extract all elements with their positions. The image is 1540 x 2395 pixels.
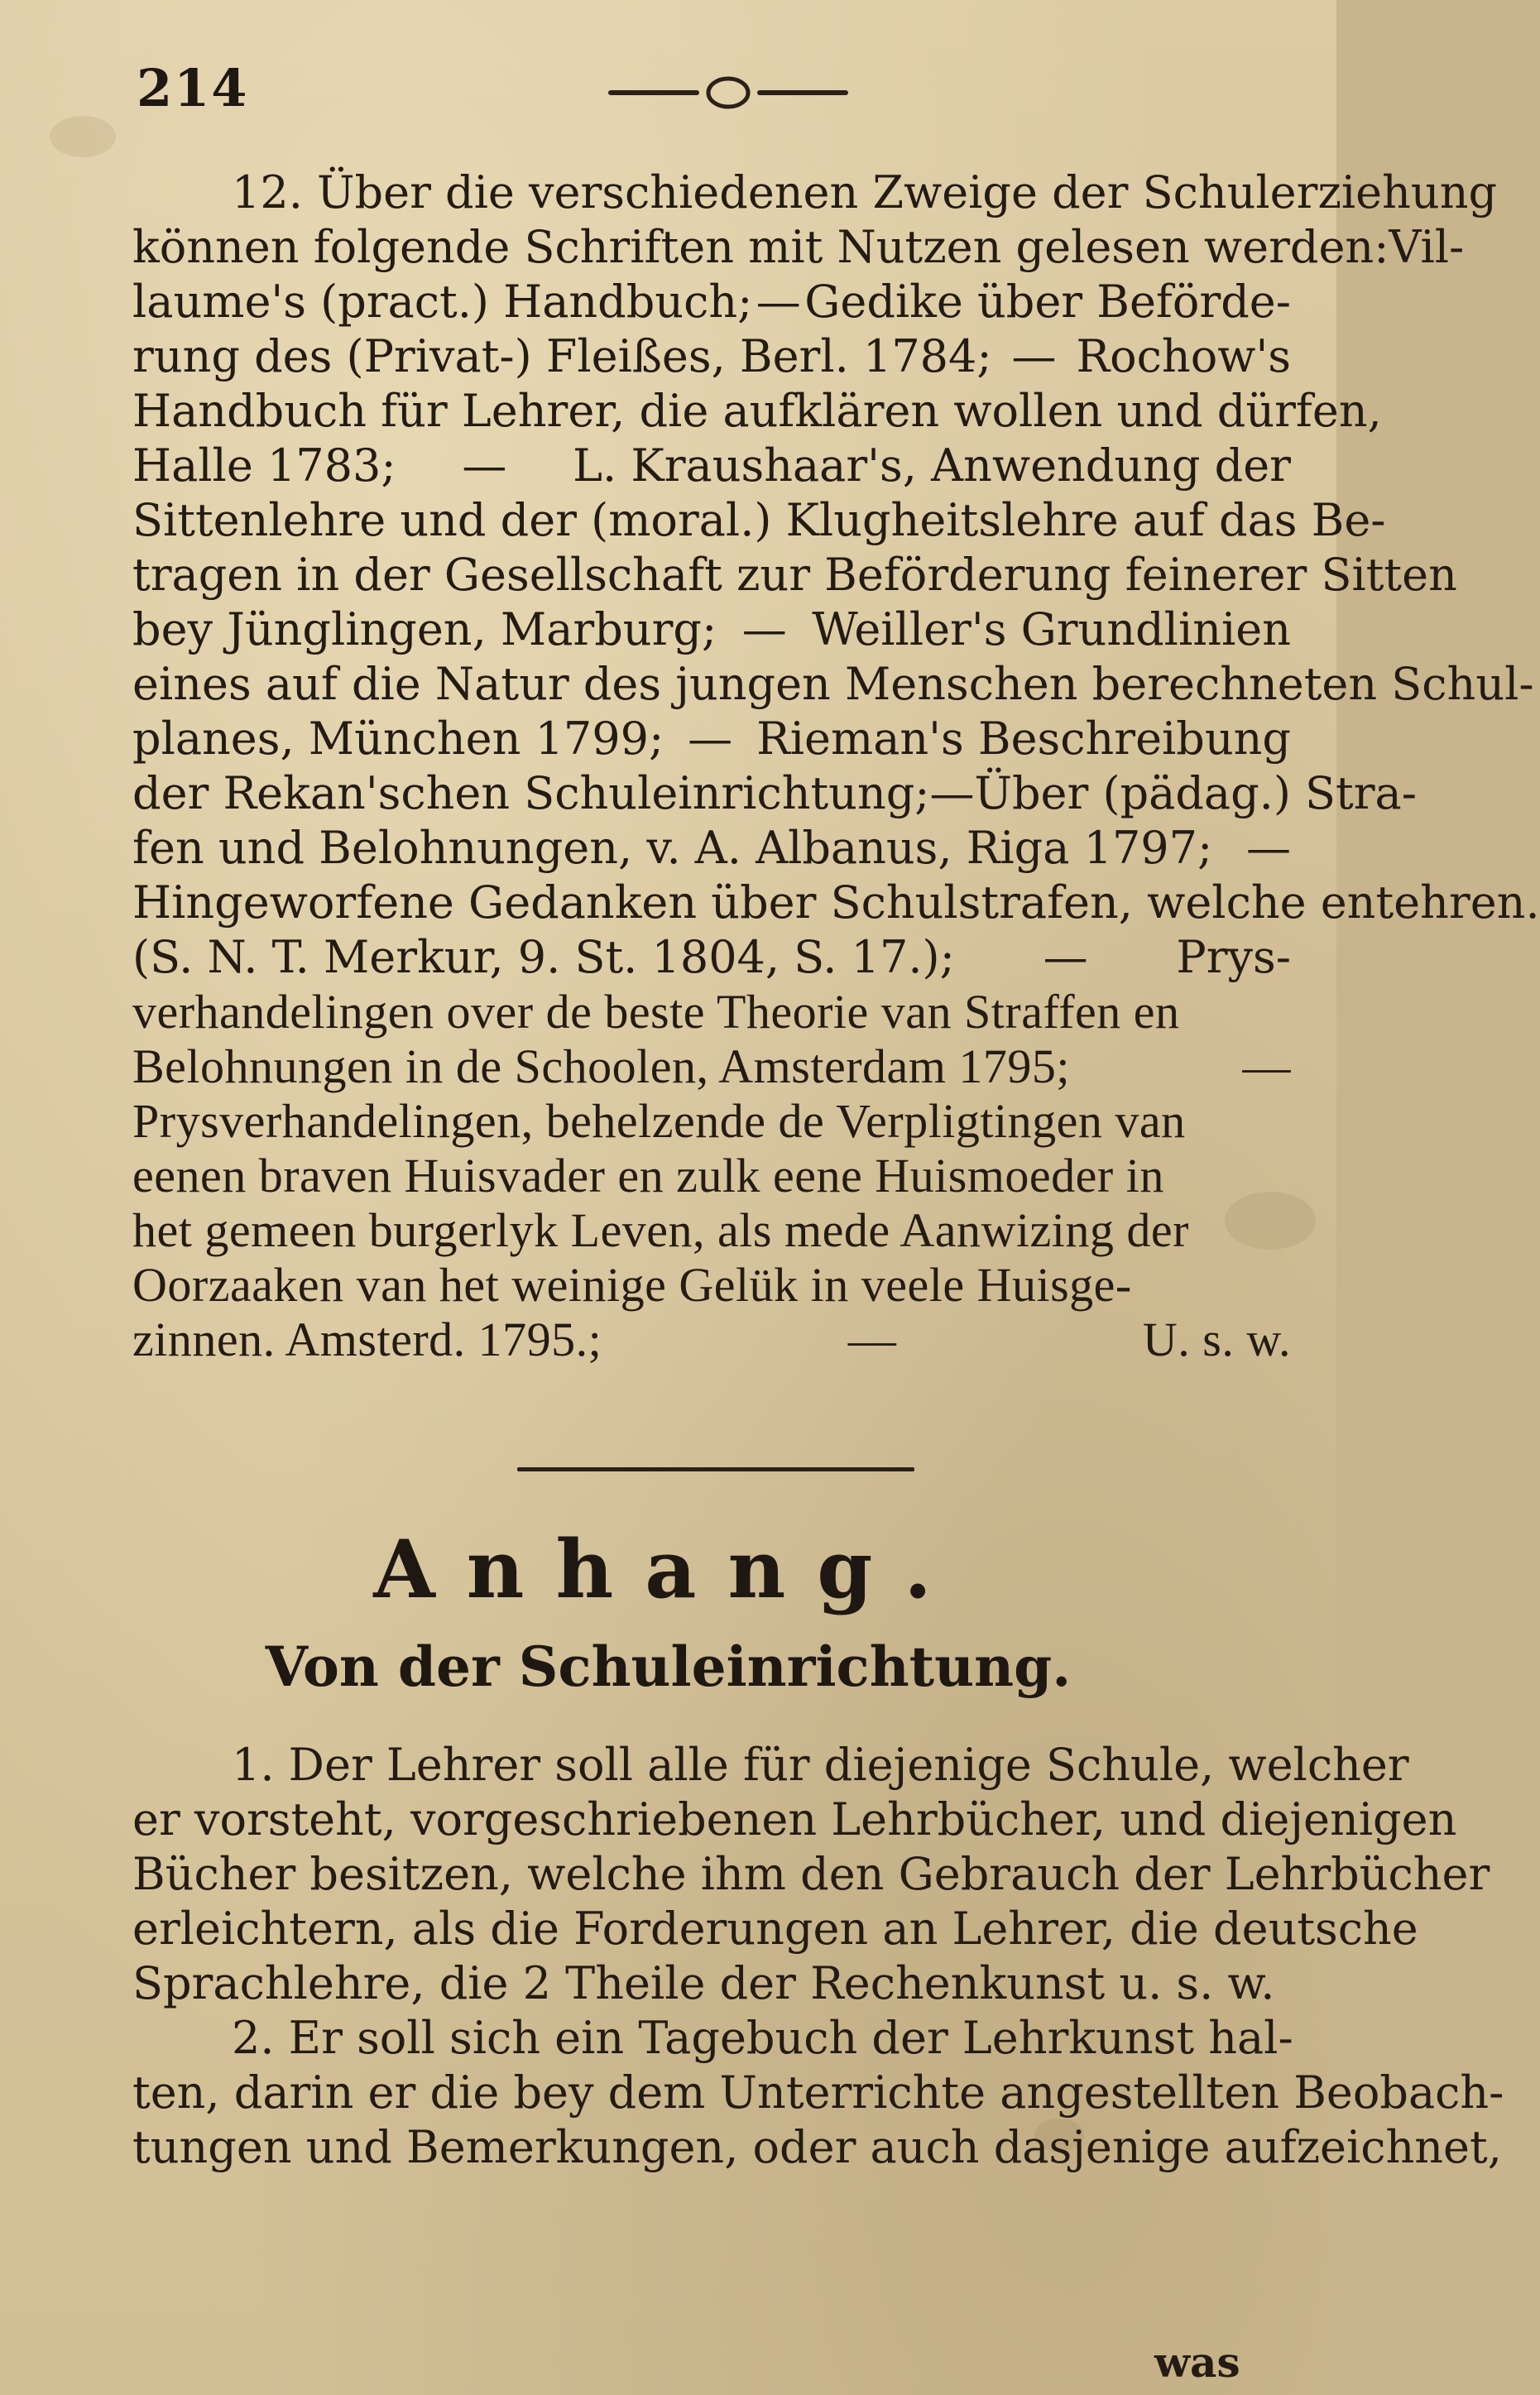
text-line <box>132 1956 1291 2011</box>
text-segment: — <box>929 767 975 819</box>
text-segment: Sittenlehre und der (moral.) Klugheitslehre auf das Be- <box>132 494 1386 546</box>
text-line <box>132 166 1498 220</box>
text-segment: tungen und Bemerkungen, oder auch dasjenige aufzeichnet, <box>132 2121 1502 2173</box>
text-segment: — <box>741 603 787 655</box>
text-line <box>132 2120 1502 2175</box>
appendix-heading: Anhang. <box>373 1523 963 1616</box>
text-segment: eines auf die Natur des jungen Menschen berechneten Schul- <box>132 658 1534 710</box>
text-segment: planes, München 1799; <box>132 713 664 765</box>
text-segment: Halle 1783; <box>132 439 396 492</box>
text-segment: fen und Belohnungen, v. A. Albanus, Riga 1797; <box>132 822 1213 874</box>
text-segment: Oorzaaken van het weinige Gelük in veele Huisge- <box>132 1258 1132 1312</box>
catchword: was <box>1154 2338 1240 2387</box>
appendix-subtitle: Von der Schuleinrichtung. <box>265 1634 1072 1699</box>
text-line <box>132 384 1382 439</box>
text-line <box>132 1258 1291 1313</box>
text-segment: Rochow's <box>1076 330 1291 382</box>
text-segment: bey Jünglingen, Marburg; <box>132 603 717 655</box>
text-segment: (S. N. T. Merkur, 9. St. 1804, S. 17.); <box>132 931 955 983</box>
text-line <box>132 766 1417 821</box>
text-segment: Weiller's Grundlinien <box>812 603 1291 655</box>
text-segment: Hingeworfene Gedanken über Schulstrafen, welche entehren. <box>132 876 1540 929</box>
text-line <box>132 1793 1457 1847</box>
text-segment: — <box>1011 330 1057 382</box>
text-line <box>132 2066 1504 2120</box>
text-line <box>132 602 1291 657</box>
text-segment: eenen braven Huisvader en zulk eene Huismoeder in <box>132 1149 1164 1202</box>
text-segment: — <box>1043 931 1088 983</box>
text-segment: tragen in der Gesellschaft zur Beförderung feinerer Sitten <box>132 549 1457 601</box>
text-segment: — <box>462 439 507 492</box>
text-segment: — <box>1246 822 1291 874</box>
text-line <box>132 439 1291 493</box>
text-line <box>132 1149 1291 1203</box>
text-segment: verhandelingen over de beste Theorie van Straffen en <box>132 985 1180 1039</box>
text-line <box>132 985 1291 1039</box>
text-segment: Über (pädag.) Stra- <box>974 767 1417 819</box>
text-segment: Sprachlehre, die 2 Theile der Rechenkunst u. s. w. <box>132 1957 1275 2009</box>
text-line <box>132 220 1465 275</box>
text-segment: Handbuch für Lehrer, die aufklären wollen und dürfen, <box>132 385 1382 437</box>
text-line <box>132 821 1291 876</box>
text-line <box>132 1313 1291 1367</box>
text-line <box>132 1094 1291 1149</box>
text-line <box>132 1203 1291 1258</box>
text-segment: Bücher besitzen, welche ihm den Gebrauch der Lehrbücher <box>132 1848 1490 1900</box>
text-segment: zinnen. Amsterd. 1795.; <box>132 1313 602 1366</box>
text-segment: — <box>1242 1039 1291 1093</box>
text-segment: — <box>688 713 733 765</box>
page-number: 214 <box>137 58 249 118</box>
text-line <box>132 275 1291 329</box>
text-segment: laume's (pract.) Handbuch; <box>132 276 753 328</box>
text-segment: 2. Er soll sich ein Tagebuch der Lehrkunst hal- <box>232 2012 1293 2064</box>
text-line <box>132 1039 1291 1094</box>
text-segment: können folgende Schriften mit Nutzen gelesen werden: <box>132 221 1389 273</box>
text-line <box>132 657 1534 712</box>
text-line <box>132 548 1457 602</box>
text-line <box>132 876 1540 930</box>
text-line <box>132 493 1386 548</box>
text-segment: er vorsteht, vorgeschriebenen Lehrbücher, und diejenigen <box>132 1793 1457 1845</box>
text-segment: L. Kraushaar's, Anwendung der <box>573 439 1291 492</box>
text-segment: erleichtern, als die Forderungen an Lehrer, die deutsche <box>132 1903 1418 1955</box>
text-segment: ten, darin er die bey dem Unterrichte angestellten Beobach- <box>132 2066 1504 2119</box>
text-segment: U. s. w. <box>1142 1313 1291 1366</box>
section-12-paragraph <box>132 166 1540 1367</box>
text-line <box>132 329 1291 384</box>
text-line <box>132 1902 1418 1956</box>
text-line <box>132 1847 1490 1902</box>
text-line <box>132 712 1291 766</box>
text-segment: 12. Über die verschiedenen Zweige der Schulerziehung <box>232 166 1498 218</box>
text-line <box>132 930 1291 985</box>
text-segment: — <box>756 276 801 328</box>
paper-stain <box>50 116 116 157</box>
text-segment: rung des (Privat-) Fleißes, Berl. 1784; <box>132 330 992 382</box>
text-segment: Vil- <box>1389 221 1465 273</box>
header-ornament-icon <box>608 74 848 111</box>
text-segment: der Rekan'schen Schuleinrichtung; <box>132 767 930 819</box>
text-line <box>132 1738 1409 1793</box>
section-divider-rule <box>517 1467 914 1471</box>
text-segment: Gedike über Beförde- <box>804 276 1291 328</box>
section-1-paragraph <box>132 1738 1504 2175</box>
text-segment: Prys- <box>1176 931 1291 983</box>
text-segment: Belohnungen in de Schoolen, Amsterdam 1795; <box>132 1039 1071 1093</box>
text-segment: 1. Der Lehrer soll alle für diejenige Schule, welcher <box>232 1739 1409 1791</box>
text-segment: het gemeen burgerlyk Leven, als mede Aanwizing der <box>132 1203 1189 1257</box>
text-segment: — <box>847 1313 897 1366</box>
text-line <box>132 2011 1390 2066</box>
text-segment: Prysverhandelingen, behelzende de Verpligtingen van <box>132 1094 1186 1148</box>
text-segment: Rieman's Beschreibung <box>756 713 1291 765</box>
